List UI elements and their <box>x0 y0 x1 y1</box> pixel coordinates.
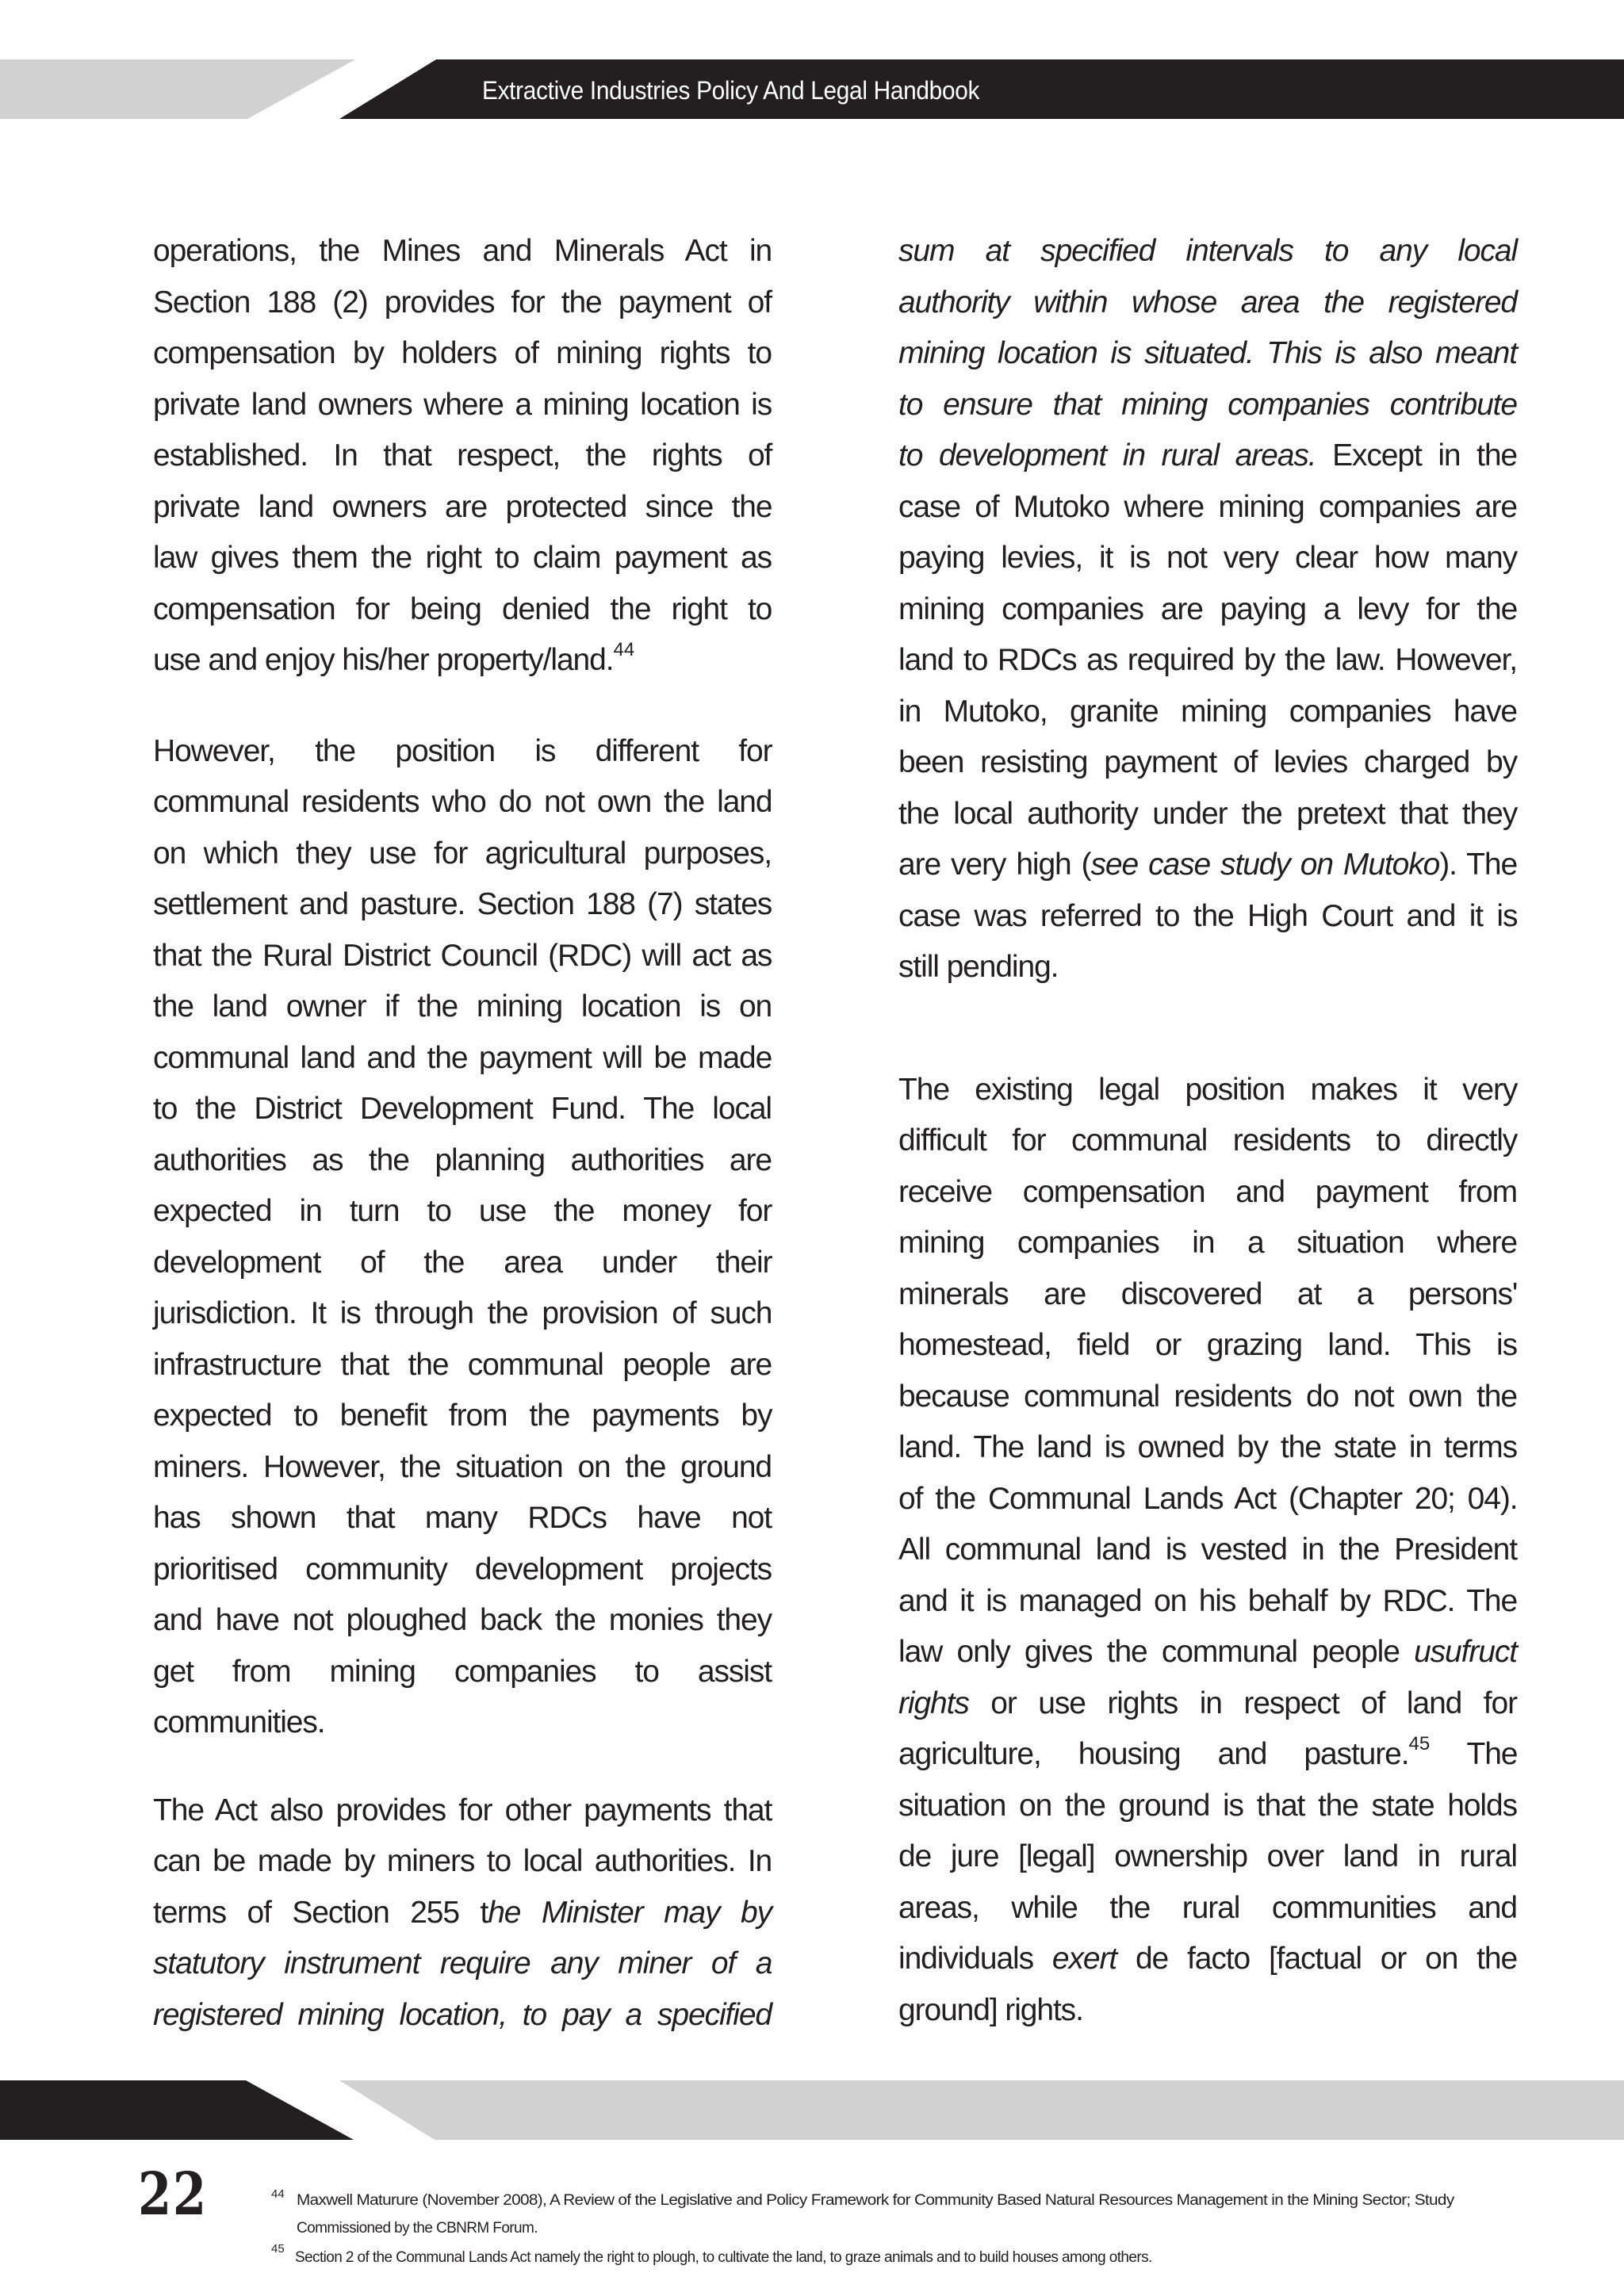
text-line: ground] rights. <box>898 1992 1083 2027</box>
text-line: established. In that respect, the rights of <box>153 438 772 473</box>
text-line: expected to benefit from the payments by <box>153 1399 772 1433</box>
text-line: has shown that many RDCs have not <box>153 1501 772 1535</box>
text-line: are very high (see case study on Mutoko). The <box>898 848 1518 882</box>
text-line: statutory instrument require any miner of a <box>153 1946 772 1980</box>
text-line: because communal residents do not own the <box>898 1379 1517 1414</box>
text-line: sum at specified intervals to any local <box>898 234 1518 268</box>
text-line: the local authority under the pretext that they <box>898 796 1518 831</box>
text-line: been resisting payment of levies charged by <box>898 745 1517 779</box>
text-line: individuals exert de facto [factual or on the <box>898 1942 1518 1976</box>
text-line: get from mining companies to assist <box>153 1654 772 1689</box>
text-line: expected in turn to use the money for <box>153 1194 772 1228</box>
text-line: settlement and pasture. Section 188 (7) states <box>153 887 772 921</box>
footnote-mark-45: 45 <box>271 2242 285 2256</box>
paragraph-other-payments <box>153 1785 772 2042</box>
text-line: All communal land is vested in the President <box>898 1533 1517 1567</box>
text-line: receive compensation and payment from <box>898 1174 1517 1209</box>
text-line: The existing legal position makes it very <box>898 1072 1518 1107</box>
text-line: mining companies in a situation where <box>898 1226 1517 1260</box>
text-line: in Mutoko, granite mining companies have <box>898 694 1517 729</box>
paragraph-legal-position <box>898 1065 1517 2037</box>
text-line: rights or use rights in respect of land for <box>898 1686 1517 1720</box>
text-line: communal land and the payment will be made <box>153 1040 772 1075</box>
text-line: terms of Section 255 the Minister may by <box>153 1895 772 1930</box>
text-line: homestead, field or grazing land. This is <box>898 1328 1517 1362</box>
footer-dark-band <box>0 2080 354 2140</box>
text-line: authorities as the planning authorities are <box>153 1142 772 1177</box>
footnote-44-line-1: Maxwell Maturure (November 2008), A Review of the Legislative and Policy Framework for Community Based Natural Resources Management in the Mining Sector; Study <box>297 2192 1454 2209</box>
paragraph-levies-mutoko <box>898 226 1517 993</box>
text-line: The Act also provides for other payments that <box>153 1793 772 1827</box>
footnote-45-line-1: Section 2 of the Communal Lands Act namely the right to plough, to cultivate the land, to graze animals and to build houses among others. <box>295 2249 1152 2266</box>
text-line: communal residents who do not own the land <box>153 785 772 819</box>
text-line: prioritised community development projects <box>153 1552 772 1586</box>
text-line: However, the position is different for <box>153 733 772 768</box>
text-line: can be made by miners to local authorities. In <box>153 1844 772 1878</box>
text-line: Section 188 (2) provides for the payment of <box>153 285 772 320</box>
text-line: miners. However, the situation on the ground <box>153 1449 772 1484</box>
text-line: mining companies are paying a levy for the <box>898 591 1518 626</box>
text-line: private land owners are protected since the <box>153 489 772 524</box>
header-gray-band <box>0 59 355 119</box>
left-column <box>153 226 772 2041</box>
text-line: mining location is situated. This is also meant <box>898 336 1517 370</box>
footer-gray-band <box>339 2080 1624 2140</box>
text-line: to the District Development Fund. The local <box>153 1092 772 1126</box>
text-line: still pending. <box>898 950 1059 984</box>
text-line: registered mining location, to pay a specified <box>153 1997 772 2032</box>
text-line: law gives them the right to claim payment as <box>153 541 772 575</box>
text-line: operations, the Mines and Minerals Act in <box>153 234 772 268</box>
text-line: situation on the ground is that the state holds <box>898 1788 1517 1823</box>
text-line: jurisdiction. It is through the provision of such <box>153 1296 772 1330</box>
text-line: land. The land is owned by the state in terms <box>898 1430 1517 1464</box>
text-line: development of the area under their <box>153 1245 772 1280</box>
text-line: land to RDCs as required by the law. However, <box>898 643 1517 677</box>
text-line: paying levies, it is not very clear how many <box>898 541 1517 575</box>
text-line: and have not ploughed back the monies they <box>153 1603 772 1637</box>
text-line: use and enjoy his/her property/land.$^{44}$ <box>153 639 635 677</box>
text-line: communities. <box>153 1705 325 1739</box>
text-line: on which they use for agricultural purposes, <box>153 836 772 871</box>
text-line: private land owners where a mining location is <box>153 387 772 422</box>
text-line: compensation for being denied the right to <box>153 591 772 626</box>
text-line: case of Mutoko where mining companies are <box>898 489 1517 524</box>
text-line: compensation by holders of mining rights to <box>153 336 772 370</box>
footnote-mark-44: 44 <box>271 2187 285 2201</box>
text-line: that the Rural District Council (RDC) will act as <box>153 938 772 973</box>
text-line: de jure [legal] ownership over land in rural <box>898 1839 1517 1873</box>
footnote-44-line-2: Commissioned by the CBNRM Forum. <box>297 2220 538 2237</box>
page-number: 22 <box>138 2160 208 2229</box>
text-line: of the Communal Lands Act (Chapter 20; 04). <box>898 1481 1518 1516</box>
paragraph-compensation-private-land <box>153 226 772 687</box>
right-column <box>898 226 1517 2036</box>
case-study-reference: see case study on Mutoko <box>1090 848 1440 882</box>
text-line: case was referred to the High Court and it is <box>898 898 1518 933</box>
text-line: law only gives the communal people usufruct <box>898 1635 1517 1669</box>
text-line: the land owner if the mining location is on <box>153 989 772 1024</box>
running-header-title: Extractive Industries Policy And Legal Handbook <box>482 76 980 105</box>
footnote-ref-44[interactable]: 44 <box>613 639 635 660</box>
text-line: to development in rural areas. Except in the <box>898 438 1518 473</box>
text-line: difficult for communal residents to directly <box>898 1123 1518 1158</box>
text-line: areas, while the rural communities and <box>898 1890 1517 1925</box>
text-line: infrastructure that the communal people are <box>153 1347 772 1382</box>
text-line: and it is managed on his behalf by RDC. The <box>898 1583 1518 1618</box>
text-line: to ensure that mining companies contribute <box>898 387 1517 422</box>
paragraph-communal-residents <box>153 726 772 1749</box>
text-line: authority within whose area the registered <box>898 285 1517 320</box>
text-line: agriculture, housing and pasture.$^{45}$ The <box>898 1733 1518 1771</box>
text-line: minerals are discovered at a persons' <box>898 1276 1518 1311</box>
footnote-ref-45[interactable]: 45 <box>1408 1733 1431 1755</box>
